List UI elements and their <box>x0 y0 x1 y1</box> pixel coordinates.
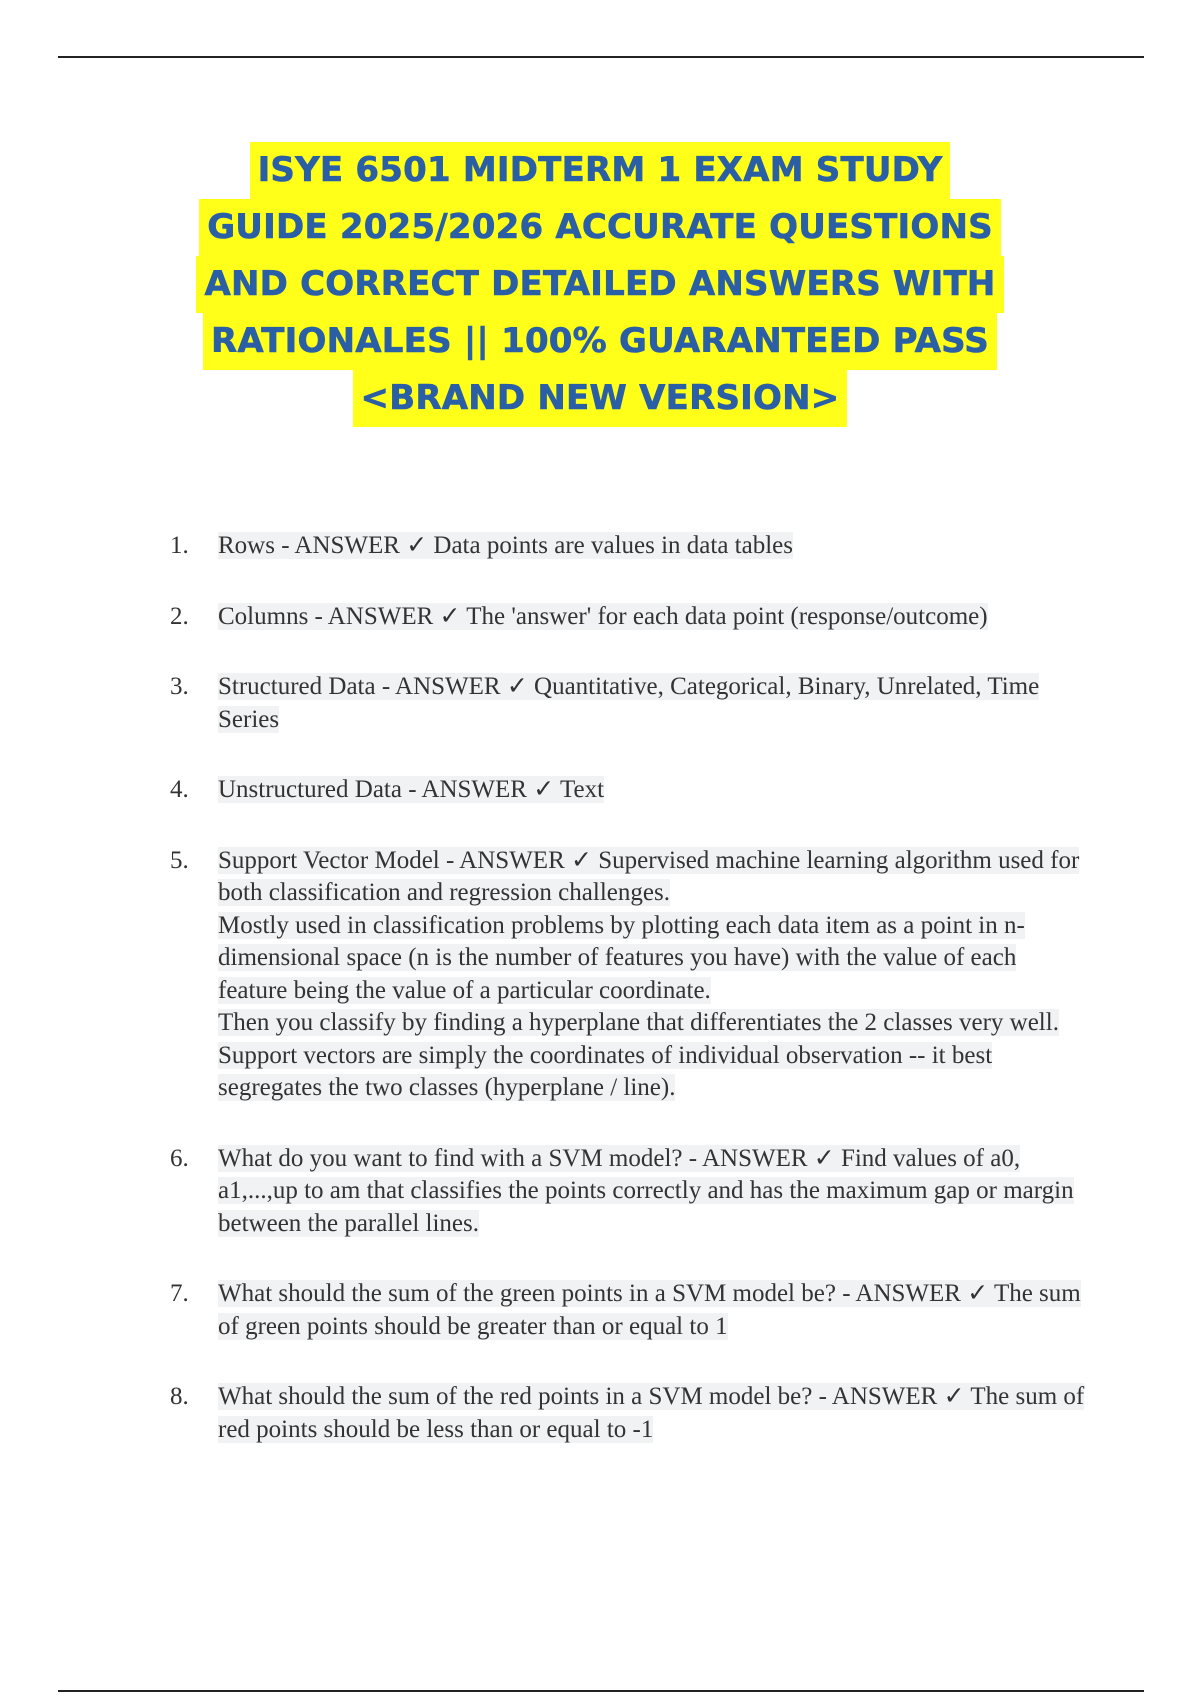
item-text <box>218 530 1090 563</box>
top-divider <box>58 56 1144 58</box>
qa-list <box>170 530 1090 1484</box>
list-item <box>170 774 1090 807</box>
list-item <box>170 1278 1090 1343</box>
item-paragraph: Support Vector Model - ANSWER ✓ Supervised machine learning algorithm used for both classification and regression challenges. <box>218 846 1080 906</box>
list-item <box>170 1381 1090 1446</box>
list-item <box>170 1143 1090 1241</box>
item-number: 5. <box>170 846 189 874</box>
title-line-1: ISYE 6501 MIDTERM 1 EXAM STUDY <box>250 142 951 199</box>
item-paragraph: What should the sum of the green points in a SVM model be? - ANSWER ✓ The sum of green points should be greater than or equal to 1 <box>218 1280 1081 1340</box>
item-paragraph: Then you classify by finding a hyperplane that differentiates the 2 classes very well. Support vectors are simply the coordinates of individual observation -- it best segregates the two classes (hyperplane / line). <box>218 1009 1059 1101</box>
item-number: 4. <box>170 776 189 803</box>
item-number: 8. <box>170 1383 189 1410</box>
title-line-3: AND CORRECT DETAILED ANSWERS WITH <box>196 256 1003 313</box>
item-number: 3. <box>170 673 189 700</box>
list-item <box>170 601 1090 634</box>
item-text <box>218 1278 1090 1343</box>
item-paragraph: Structured Data - ANSWER ✓ Quantitative, Categorical, Binary, Unrelated, Time Series <box>218 673 1040 733</box>
item-number: 2. <box>170 602 189 630</box>
list-item <box>170 845 1090 1105</box>
item-text <box>218 601 1090 634</box>
item-paragraph: Columns - ANSWER ✓ The 'answer' for each data point (response/outcome) <box>218 602 988 630</box>
title-line-2: GUIDE 2025/2026 ACCURATE QUESTIONS <box>199 199 1001 256</box>
item-text <box>218 1143 1090 1241</box>
list-item <box>170 671 1090 736</box>
item-number: 1. <box>170 532 189 559</box>
item-paragraph: What should the sum of the red points in a SVM model be? - ANSWER ✓ The sum of red points should be less than or equal to -1 <box>218 1383 1085 1443</box>
item-text <box>218 774 1090 807</box>
list-item <box>170 530 1090 563</box>
item-paragraph: Rows - ANSWER ✓ Data points are values in data tables <box>218 532 793 559</box>
title-line-5: <BRAND NEW VERSION> <box>353 370 848 427</box>
item-paragraph: Mostly used in classification problems by plotting each data item as a point in n-dimensional space (n is the number of features you have) with the value of each feature being the value of a particular coordinate. <box>218 911 1025 1004</box>
title-line-4: RATIONALES || 100% GUARANTEED PASS <box>203 313 997 370</box>
document-title <box>100 142 1100 427</box>
item-number: 6. <box>170 1144 189 1172</box>
item-number: 7. <box>170 1280 189 1307</box>
item-paragraph: What do you want to find with a SVM model? - ANSWER ✓ Find values of a0, a1,...,up to am that classifies the points correctly and has the maximum gap or margin between the parallel lines. <box>218 1144 1074 1237</box>
bottom-divider <box>58 1690 1144 1692</box>
item-text <box>218 1381 1090 1446</box>
item-paragraph: Unstructured Data - ANSWER ✓ Text <box>218 776 605 803</box>
item-text <box>218 845 1090 1105</box>
item-text <box>218 671 1090 736</box>
